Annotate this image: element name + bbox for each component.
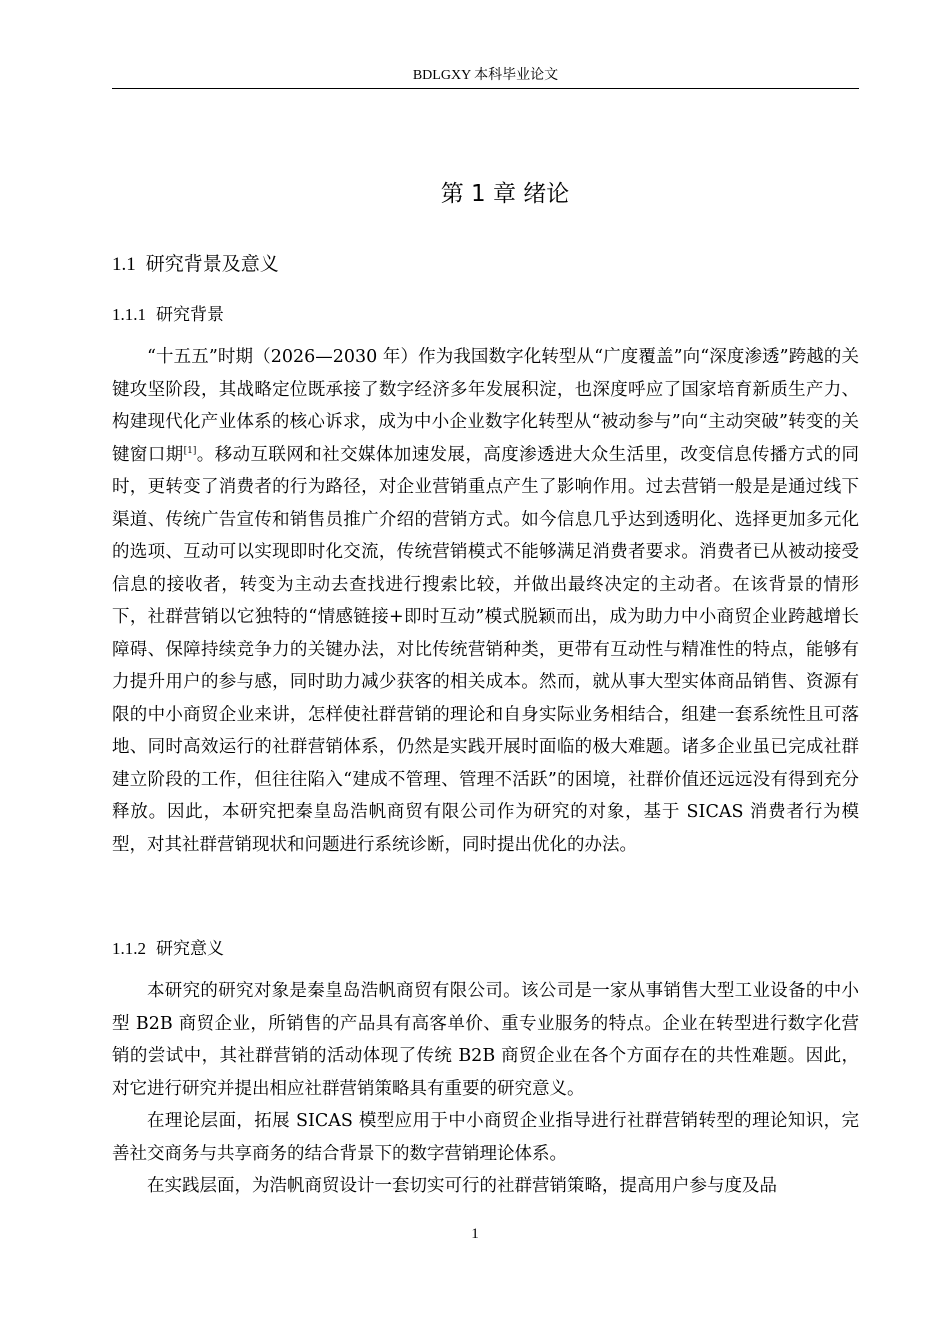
page-number: 1: [471, 1226, 479, 1242]
section-heading-1-1: [112, 250, 279, 279]
page-header: [112, 66, 859, 89]
paragraph-theoretical-significance: 在理论层面，拓展 SICAS 模型应用于中小商贸企业指导进行社群营销转型的理论知识，完善社交商务与共享商务的结合背景下的数字营销理论体系。: [112, 1111, 859, 1164]
subsection-title: 研究意义: [156, 939, 224, 959]
subsection-heading-1-1-1: [112, 302, 224, 328]
paragraph-practical-significance: 在实践层面，为浩帆商贸设计一套切实可行的社群营销策略，提高用户参与度及品: [147, 1176, 777, 1196]
header-text: BDLGXY 本科毕业论文: [412, 68, 559, 83]
paragraph-text: 。移动互联网和社交媒体加速发展，高度渗透进大众生活里，改变信息传播方式的同时，更转变了消费者的行为路径，对企业营销重点产生了影响作用。过去营销一般是是通过线下渠道、传统广告宣传和销售员推广介绍的营销方式。如今信息几乎达到透明化、选择更加多元化的选项、互动可以实现即时化交流，传统营销模式不能够满足消费者要求。消费者已从被动接受信息的接收者，转变为主动去查找进行搜索比较，并做出最终决定的主动者。在该背景的情形下，社群营销以它独特的“情感链接+即时互动”模式脱颖而出，成为助力中小商贸企业跨越增长障碍、保障持续竞争力的关键办法，对比传统营销种类，更带有互动性与精准性的特点，能够有力提升用户的参与感，同时助力减少获客的相关成本。然而，就从事大型实体商品销售、资源有限的中小商贸企业来讲，怎样使社群营销的理论和自身实际业务相结合，组建一套系统性且可落地、同时高效运行的社群营销体系，仍然是实践开展时面临的极大难题。诸多企业虽已完成社群建立阶段的工作，但往往陷入“建成不管理、管理不活跃”的困境，社群价值还远远没有得到充分释放。因此，本研究把秦皇岛浩帆商贸有限公司作为研究的对象，基于 SICAS 消费者行为模型，对其社群营销现状和问题进行系统诊断，同时提出优化的办法。: [112, 444, 860, 855]
chapter-title: 第 1 章 绪论: [440, 181, 570, 207]
paragraph-text: “十五五”时期（2026—2030 年）作为我国数字化转型从“广度覆盖”向“深度渗透”跨越的关键攻坚阶段，其战略定位既承接了数字经济多年发展积淀，也深度呼应了国家培育新质生产力、构建现代化产业体系的核心诉求，成为中小企业数字化转型从“被动参与”向“主动突破”转变的关键窗口期: [112, 347, 859, 465]
subsection-number: 1.1.2: [112, 939, 146, 958]
subsection-heading-1-1-2: [112, 936, 224, 962]
citation: [1]: [183, 445, 197, 456]
paragraph-research-background: [112, 341, 859, 861]
section-number: 1.1: [112, 254, 136, 275]
section-title: 研究背景及意义: [145, 253, 279, 275]
paragraph-research-object: 本研究的研究对象是秦皇岛浩帆商贸有限公司。该公司是一家从事销售大型工业设备的中小型 B2B 商贸企业，所销售的产品具有高客单价、重专业服务的特点。企业在转型进行数字化营销的尝试中，其社群营销的活动体现了传统 B2B 商贸企业在各个方面存在的共性难题。因此，对它进行研究并提出相应社群营销策略具有重要的研究意义。: [112, 981, 859, 1099]
subsection-title: 研究背景: [156, 305, 224, 325]
subsection-number: 1.1.1: [112, 305, 146, 324]
